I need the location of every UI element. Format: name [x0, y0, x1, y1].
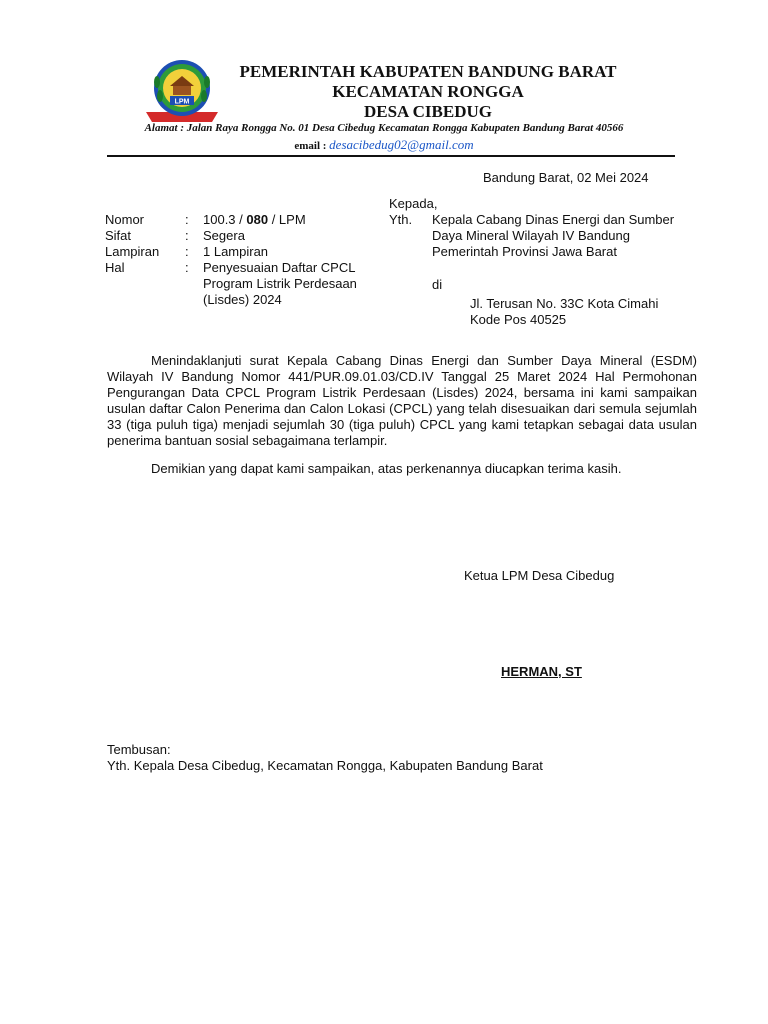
recipient-name: [432, 212, 702, 260]
letterhead-government: PEMERINTAH KABUPATEN BANDUNG BARAT: [239, 62, 617, 81]
meta-colon: :: [185, 228, 189, 243]
meta-value: [203, 260, 378, 308]
nomor-prefix: 100.3 /: [203, 212, 247, 227]
meta-value: 1 Lampiran: [203, 244, 269, 259]
signature-name: HERMAN, ST: [501, 664, 582, 679]
meta-label: Nomor: [105, 212, 145, 227]
letterhead-district: KECAMATAN RONGGA: [332, 82, 524, 101]
letterhead-address: Alamat : Jalan Raya Rongga No. 01 Desa Cibedug Kecamatan Rongga Kabupaten Bandung Barat 40566: [144, 122, 624, 134]
body-paragraph-2: Demikian yang dapat kami sampaikan, atas perkenannya diucapkan terima kasih.: [151, 461, 622, 476]
recipient-address-line: Jl. Terusan No. 33C Kota Cimahi: [470, 296, 659, 311]
recipient-line: Kepala Cabang Dinas Energi dan Sumber: [432, 212, 675, 227]
meta-colon: :: [185, 244, 189, 259]
nomor-number: 080: [246, 212, 269, 227]
letter-date: Bandung Barat, 02 Mei 2024: [483, 170, 649, 185]
meta-label: Sifat: [105, 228, 132, 243]
email-label: email :: [294, 140, 327, 152]
hal-line: (Lisdes) 2024: [203, 292, 282, 307]
meta-label: Lampiran: [105, 244, 160, 259]
logo-text: LPM: [174, 98, 190, 106]
letterhead-divider: [107, 155, 675, 157]
body-paragraph-1: Menindaklanjuti surat Kepala Cabang Dinas Energi dan Sumber Daya Mineral (ESDM) Wilayah IV Bandung Nomor 441/PUR.09.01.03/CD.IV Tanggal 25 Maret 2024 Hal Permohonan Pengurangan Data CPCL Program Listrik Perdesaan (Lisdes) 2024, bersama ini kami sampaikan usulan daftar Calon Penerima dan Calon Lokasi (CPCL) yang telah disesuaikan dari semula sejumlah 33 (tiga puluh tiga) menjadi sejumlah 30 (tiga puluh) CPCL yang kami tetapkan sebagai data usulan penerima bantuan sosial sebagaimana terlampir.: [107, 353, 697, 448]
recipient-kepada: Kepada,: [389, 196, 438, 211]
recipient-address: [470, 296, 720, 328]
meta-value: Segera: [203, 228, 245, 243]
recipient-line: Pemerintah Provinsi Jawa Barat: [432, 244, 617, 259]
meta-label: Hal: [105, 260, 125, 275]
signature-title: Ketua LPM Desa Cibedug: [464, 568, 615, 583]
cc-item: Yth. Kepala Desa Cibedug, Kecamatan Rongga, Kabupaten Bandung Barat: [107, 758, 543, 773]
email-link[interactable]: desacibedug02@gmail.com: [329, 137, 474, 152]
lpm-logo: [140, 56, 224, 126]
nomor-suffix: / LPM: [268, 212, 306, 227]
hal-line: Program Listrik Perdesaan: [203, 276, 357, 291]
cc-label: Tembusan:: [107, 742, 171, 757]
letterhead-village: DESA CIBEDUG: [363, 102, 492, 121]
hal-line: Penyesuaian Daftar CPCL: [203, 260, 356, 275]
recipient-address-line: Kode Pos 40525: [470, 312, 567, 327]
meta-value: [203, 212, 378, 228]
recipient-yth: Yth.: [389, 212, 413, 227]
meta-colon: :: [185, 260, 189, 275]
letterhead-email-line: [0, 137, 768, 153]
recipient-di: di: [432, 277, 443, 292]
meta-colon: :: [185, 212, 189, 227]
recipient-line: Daya Mineral Wilayah IV Bandung: [432, 228, 630, 243]
